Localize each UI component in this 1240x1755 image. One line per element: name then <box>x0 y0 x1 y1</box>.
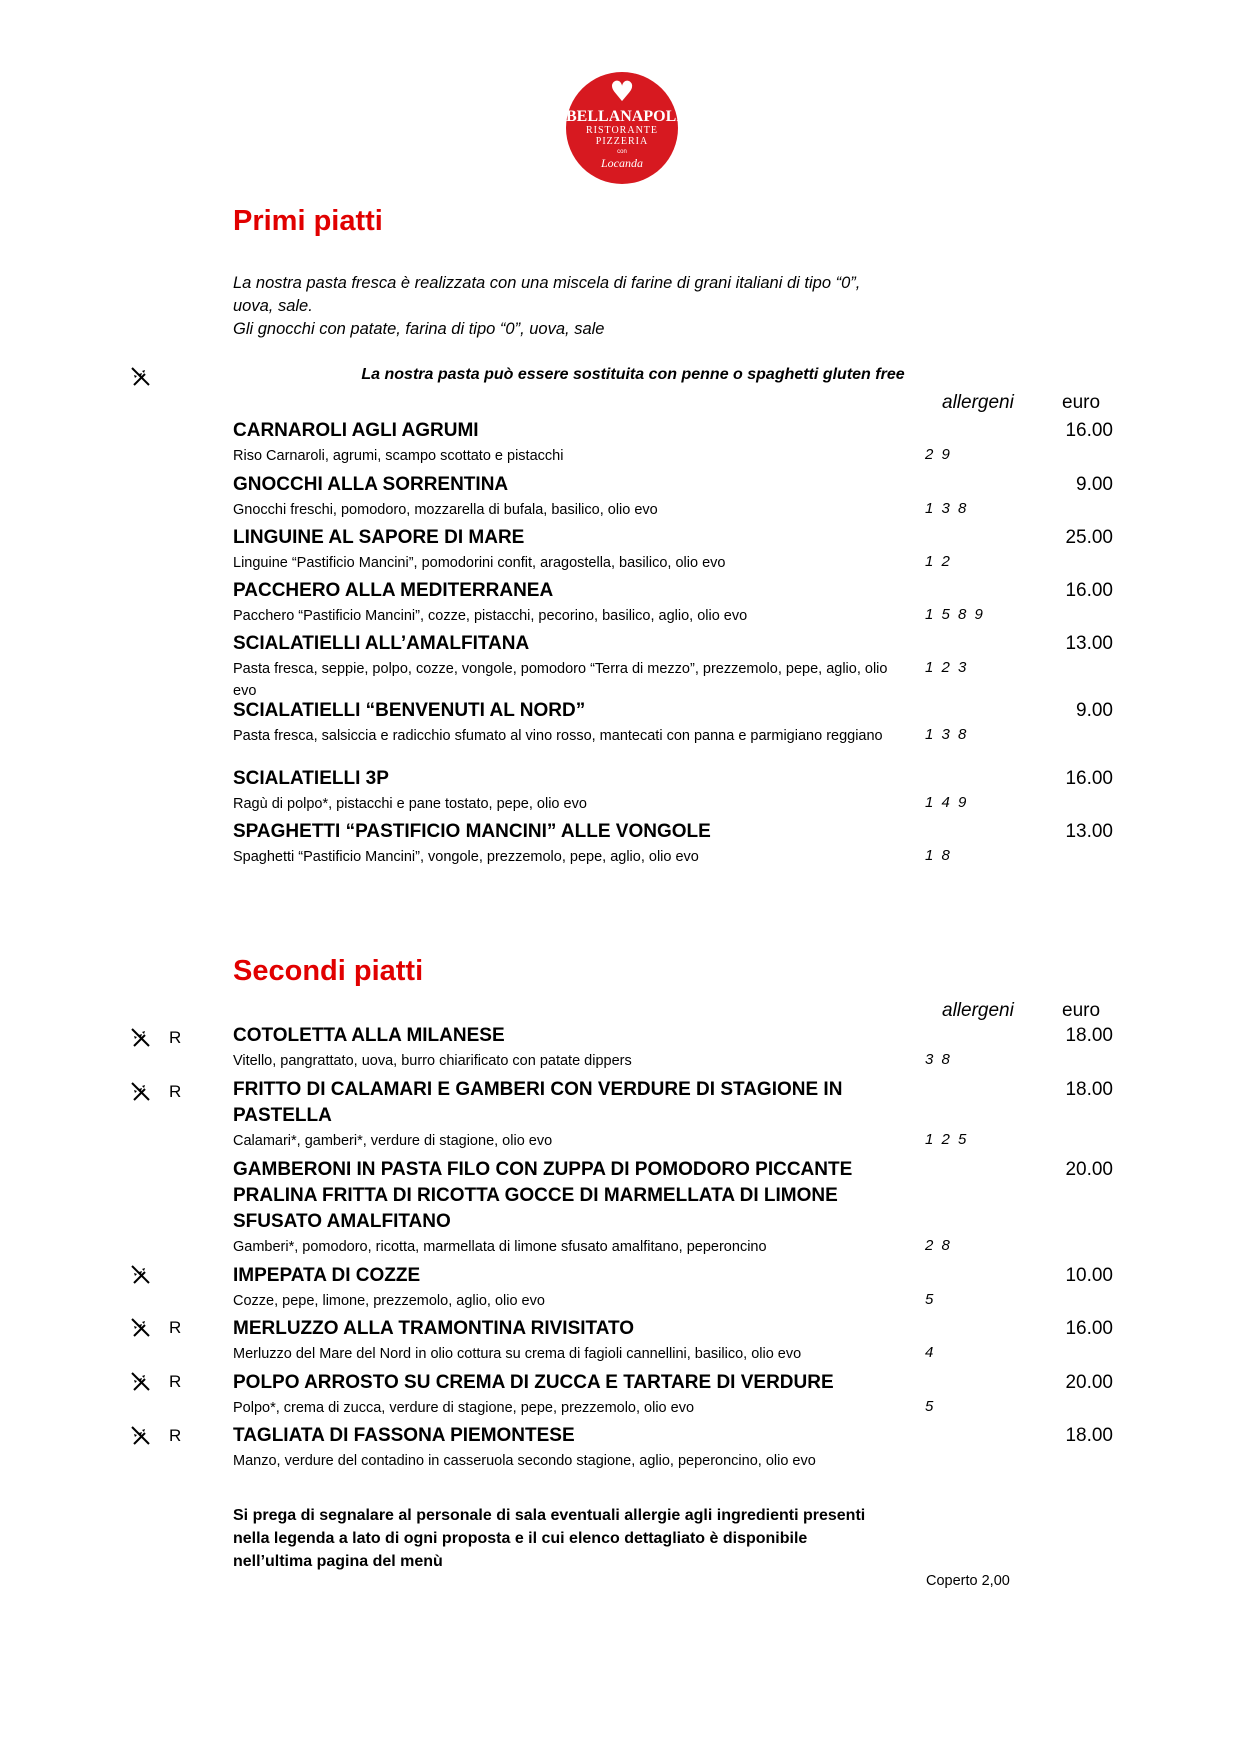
crossed-wheat-icon <box>128 365 152 389</box>
dish-price: 13.00 <box>1065 821 1113 842</box>
crossed-wheat-icon <box>128 1424 152 1448</box>
menu-item <box>233 1370 1113 1419</box>
menu-item <box>233 766 1113 815</box>
dish-description: Linguine “Pastificio Mancini”, pomodorini confit, aragostella, basilico, olio evo <box>233 555 726 571</box>
crossed-wheat-icon <box>128 1026 152 1050</box>
menu-item <box>233 472 1113 521</box>
dish-description: Riso Carnaroli, agrumi, scampo scottato e pistacchi <box>233 448 564 464</box>
dish-description: Merluzzo del Mare del Nord in olio cottura su crema di fagioli cannellini, basilico, olio evo <box>233 1346 802 1362</box>
menu-item <box>233 1316 1113 1365</box>
dish-price: 9.00 <box>1076 474 1113 495</box>
dish-description: Gnocchi freschi, pomodoro, mozzarella di bufala, basilico, olio evo <box>233 502 658 518</box>
menu-item <box>233 418 1113 467</box>
dish-name: SPAGHETTI “PASTIFICIO MANCINI” ALLE VONGOLE <box>233 821 711 842</box>
menu-item <box>233 1423 1113 1472</box>
dish-allergens: 1 3 8 <box>925 726 969 743</box>
column-header-allergeni: allergeni <box>942 392 1014 413</box>
dish-name: SCIALATIELLI ALL’AMALFITANA <box>233 633 530 654</box>
menu-item <box>233 1077 1113 1152</box>
dish-allergens: 2 8 <box>925 1237 952 1254</box>
column-header-euro: euro <box>1062 1000 1101 1021</box>
menu-item <box>233 1023 1113 1072</box>
dish-description: Polpo*, crema di zucca, verdure di stagione, pepe, prezzemolo, olio evo <box>233 1400 695 1416</box>
menu-item <box>233 1263 1113 1312</box>
menu-item <box>233 631 1113 702</box>
dish-price: 16.00 <box>1065 768 1113 789</box>
dish-name: TAGLIATA DI FASSONA PIEMONTESE <box>233 1425 575 1446</box>
menu-item <box>233 819 1113 868</box>
dish-price: 10.00 <box>1065 1265 1113 1286</box>
dish-price: 18.00 <box>1065 1425 1113 1446</box>
dish-allergens: 1 2 3 <box>925 659 969 676</box>
logo-line-2: PIZZERIA <box>595 136 649 147</box>
dish-allergens: 2 9 <box>925 446 952 463</box>
dish-allergens: 5 <box>925 1291 936 1308</box>
dish-description: Gamberi*, pomodoro, ricotta, marmellata di limone sfusato amalfitano, peperoncino <box>233 1239 767 1255</box>
dish-description: Vitello, pangrattato, uova, burro chiarificato con patate dippers <box>233 1053 632 1069</box>
dish-name: SCIALATIELLI “BENVENUTI AL NORD” <box>233 700 586 721</box>
dish-description: Spaghetti “Pastificio Mancini”, vongole, prezzemolo, pepe, aglio, olio evo <box>233 849 699 865</box>
dish-description: Cozze, pepe, limone, prezzemolo, aglio, olio evo <box>233 1293 545 1309</box>
dish-allergens: 1 5 8 9 <box>925 606 985 623</box>
dish-allergens: 1 2 5 <box>925 1131 969 1148</box>
intro-line: La nostra pasta fresca è realizzata con una miscela di farine di grani italiani di tipo “0”, <box>233 274 861 292</box>
dish-name: FRITTO DI CALAMARI E GAMBERI CON VERDURE DI STAGIONE IN PASTELLA <box>233 1079 843 1126</box>
crossed-wheat-icon <box>128 1316 152 1340</box>
intro-line: Gli gnocchi con patate, farina di tipo “0”, uova, sale <box>233 320 605 338</box>
dish-name: POLPO ARROSTO SU CREMA DI ZUCCA E TARTARE DI VERDURE <box>233 1372 834 1393</box>
dish-price: 16.00 <box>1065 580 1113 601</box>
cover-charge: Coperto 2,00 <box>926 1573 1010 1589</box>
dish-price: 18.00 <box>1065 1079 1113 1100</box>
dish-name: CARNAROLI AGLI AGRUMI <box>233 420 479 441</box>
crossed-wheat-icon <box>128 1263 152 1287</box>
dish-allergens: 3 8 <box>925 1051 952 1068</box>
dish-allergens: 5 <box>925 1398 936 1415</box>
dish-price: 18.00 <box>1065 1025 1113 1046</box>
r-mark: R <box>169 1028 182 1047</box>
crossed-wheat-icon <box>128 1370 152 1394</box>
dish-price: 9.00 <box>1076 700 1113 721</box>
dish-name: MERLUZZO ALLA TRAMONTINA RIVISITATO <box>233 1318 635 1339</box>
dish-allergens: 4 <box>925 1344 936 1361</box>
crossed-wheat-icon <box>128 1080 152 1104</box>
menu-item <box>233 1157 1113 1258</box>
intro-line: uova, sale. <box>233 297 313 315</box>
dish-name: GNOCCHI ALLA SORRENTINA <box>233 474 509 495</box>
dish-description: Pasta fresca, salsiccia e radicchio sfumato al vino rosso, mantecati con panna e parmigiano reggiano <box>233 728 883 744</box>
logo-connector: con <box>617 149 627 155</box>
allergy-warning: Si prega di segnalare al personale di sala eventuali allergie agli ingredienti presenti nella legenda a lato di ogni proposta e il cui elenco dettagliato è disponibile nell’ultima pagina del menù <box>233 1507 866 1570</box>
heart-icon: ♥ <box>609 75 635 108</box>
dish-description: Pasta fresca, seppie, polpo, cozze, vongole, pomodoro “Terra di mezzo”, prezzemolo, pepe, aglio, olio evo <box>233 661 888 699</box>
dish-name: IMPEPATA DI COZZE <box>233 1265 421 1286</box>
r-mark: R <box>169 1426 182 1445</box>
dish-allergens: 1 8 <box>925 847 952 864</box>
primi-intro <box>233 272 933 341</box>
section-title-secondi: Secondi piatti <box>233 955 424 987</box>
menu-item <box>233 525 1113 574</box>
logo-brand: BELLANAPOLI <box>566 108 683 125</box>
r-mark: R <box>169 1372 182 1391</box>
r-mark: R <box>169 1318 182 1337</box>
dish-price: 16.00 <box>1065 420 1113 441</box>
dish-description: Manzo, verdure del contadino in casseruola secondo stagione, aglio, peperoncino, olio evo <box>233 1453 816 1469</box>
r-mark: R <box>169 1082 182 1101</box>
dish-price: 13.00 <box>1065 633 1113 654</box>
dish-name: LINGUINE AL SAPORE DI MARE <box>233 527 525 548</box>
dish-description: Pacchero “Pastificio Mancini”, cozze, pistacchi, pecorino, basilico, aglio, olio evo <box>233 608 748 624</box>
dish-description: Calamari*, gamberi*, verdure di stagione, olio evo <box>233 1133 553 1149</box>
column-header-allergeni: allergeni <box>942 1000 1014 1021</box>
column-header-euro: euro <box>1062 392 1101 413</box>
dish-allergens: 1 3 8 <box>925 500 969 517</box>
dish-price: 16.00 <box>1065 1318 1113 1339</box>
dish-name: PACCHERO ALLA MEDITERRANEA <box>233 580 554 601</box>
dish-allergens: 1 2 <box>925 553 952 570</box>
dish-description: Ragù di polpo*, pistacchi e pane tostato, pepe, olio evo <box>233 796 587 812</box>
dish-price: 25.00 <box>1065 527 1113 548</box>
logo-line-1: RISTORANTE <box>585 125 659 136</box>
menu-item <box>233 578 1113 627</box>
dish-allergens: 1 4 9 <box>925 794 969 811</box>
dish-price: 20.00 <box>1065 1159 1113 1180</box>
gluten-free-note: La nostra pasta può essere sostituita con penne o spaghetti gluten free <box>361 366 905 383</box>
section-title-primi: Primi piatti <box>233 205 383 237</box>
dish-name: SCIALATIELLI 3P <box>233 768 389 789</box>
dish-name: GAMBERONI IN PASTA FILO CON ZUPPA DI POMODORO PICCANTE PRALINA FRITTA DI RICOTTA GOCCE DI MARMELLATA DI LIMONE SFUSATO AMALFITANO <box>233 1159 853 1232</box>
menu-item <box>233 698 1113 747</box>
logo-script: Locanda <box>601 156 643 170</box>
dish-name: COTOLETTA ALLA MILANESE <box>233 1025 505 1046</box>
restaurant-logo <box>566 72 683 184</box>
dish-price: 20.00 <box>1065 1372 1113 1393</box>
